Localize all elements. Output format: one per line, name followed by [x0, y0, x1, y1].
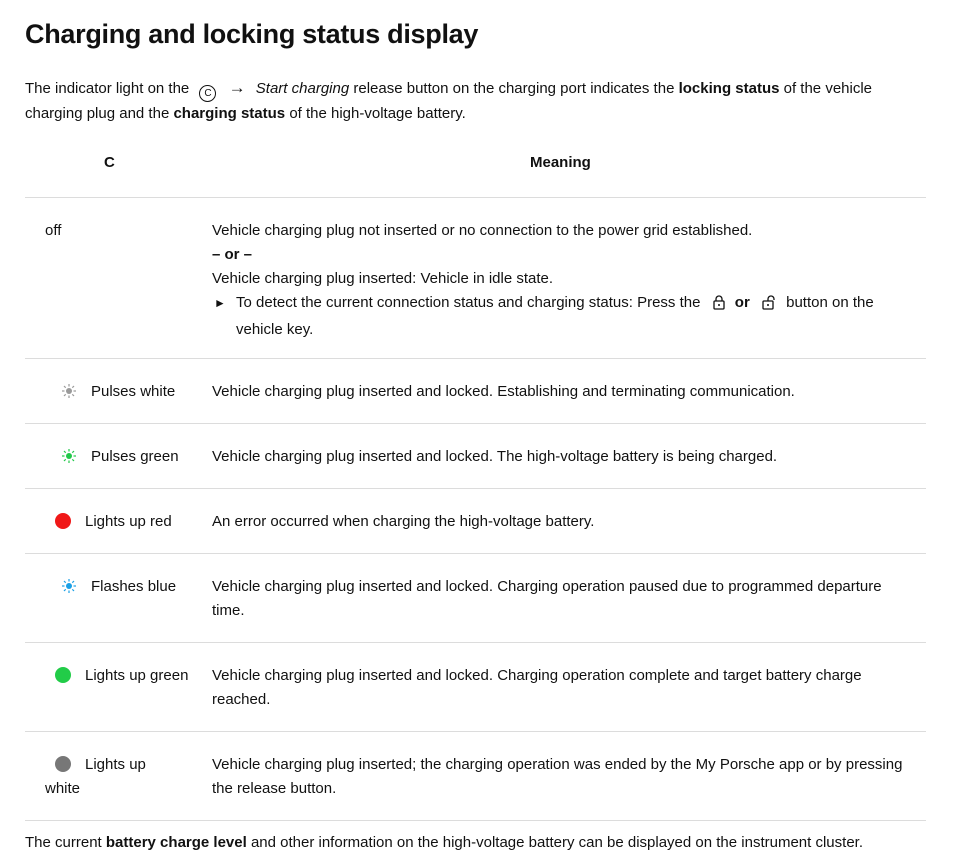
status-label: Pulses white: [91, 383, 176, 400]
divider: [25, 820, 926, 821]
pulse-green-icon: [61, 448, 77, 472]
intro-pre: The indicator light on the: [25, 80, 190, 97]
grey-dot-icon: [55, 756, 71, 772]
meaning-line: Vehicle charging plug not inserted or no connection to the power grid established.: [212, 222, 753, 239]
divider: [25, 553, 926, 554]
meaning-cell: Vehicle charging plug inserted and locked. Charging operation complete and target battery charge reached.: [212, 667, 862, 708]
footer-note: [25, 831, 863, 855]
intro-mid2: of the vehicle charging plug and the: [25, 80, 873, 122]
or-separator: – or –: [212, 246, 253, 263]
charge-c-icon: C: [199, 85, 216, 102]
step-text: To detect the current connection status and charging status: Press the: [236, 294, 701, 311]
status-label: Lights up red: [85, 513, 172, 530]
red-dot-icon: [55, 513, 71, 529]
meaning-cell: Vehicle charging plug inserted and locked. The high-voltage battery is being charged.: [212, 448, 778, 465]
arrow-right-icon: →: [228, 78, 246, 97]
intro-mid: release button on the charging port indicates the: [353, 80, 675, 97]
status-label: Flashes blue: [91, 578, 177, 595]
table-header-meaning: Meaning: [530, 154, 591, 171]
flash-blue-icon: [61, 578, 77, 602]
divider: [25, 197, 926, 198]
intro-post: of the high-voltage battery.: [289, 105, 466, 122]
unlock-icon: [762, 294, 776, 318]
intro-bold-locking: locking status: [678, 80, 780, 97]
meaning-cell: Vehicle charging plug inserted and locked. Establishing and terminating communication.: [212, 383, 795, 400]
step-text: button on the vehicle key.: [236, 294, 874, 338]
divider: [25, 488, 926, 489]
step-marker-icon: ►: [214, 296, 226, 310]
meaning-cell: [212, 219, 912, 342]
status-cell: [45, 510, 205, 534]
status-cell: [53, 380, 213, 407]
page-title: Charging and locking status display: [25, 19, 479, 49]
green-dot-icon: [55, 667, 71, 683]
status-cell: [45, 664, 195, 688]
meaning-cell: An error occurred when charging the high-voltage battery.: [212, 513, 595, 530]
status-cell: [53, 575, 213, 602]
meaning-cell: Vehicle charging plug inserted; the charging operation was ended by the My Porsche app or by pressing the release button.: [212, 756, 903, 797]
intro-bold-charging: charging status: [173, 105, 286, 122]
step-or: or: [734, 294, 750, 311]
intro-action: Start charging: [255, 80, 350, 97]
intro-paragraph: [25, 76, 905, 126]
status-cell: [53, 445, 213, 472]
instruction-step: [212, 291, 912, 342]
table-row-off: [25, 219, 926, 349]
footer-bold: battery charge level: [105, 834, 247, 851]
status-label: Lights up white: [45, 756, 146, 797]
status-label: off: [45, 222, 62, 239]
divider: [25, 358, 926, 359]
lock-icon: [713, 294, 725, 318]
status-cell: [45, 753, 185, 801]
divider: [25, 731, 926, 732]
status-label: Lights up green: [85, 667, 189, 684]
footer-post: and other information on the high-voltage battery can be displayed on the instrument cluster.: [250, 834, 863, 851]
table-header-c: C: [104, 154, 115, 171]
meaning-line: Vehicle charging plug inserted: Vehicle in idle state.: [212, 270, 554, 287]
status-label: Pulses green: [91, 448, 179, 465]
footer-pre: The current: [25, 834, 102, 851]
divider: [25, 423, 926, 424]
divider: [25, 642, 926, 643]
meaning-cell: Vehicle charging plug inserted and locked. Charging operation paused due to programmed departure time.: [212, 578, 882, 619]
pulse-white-icon: [61, 383, 77, 407]
